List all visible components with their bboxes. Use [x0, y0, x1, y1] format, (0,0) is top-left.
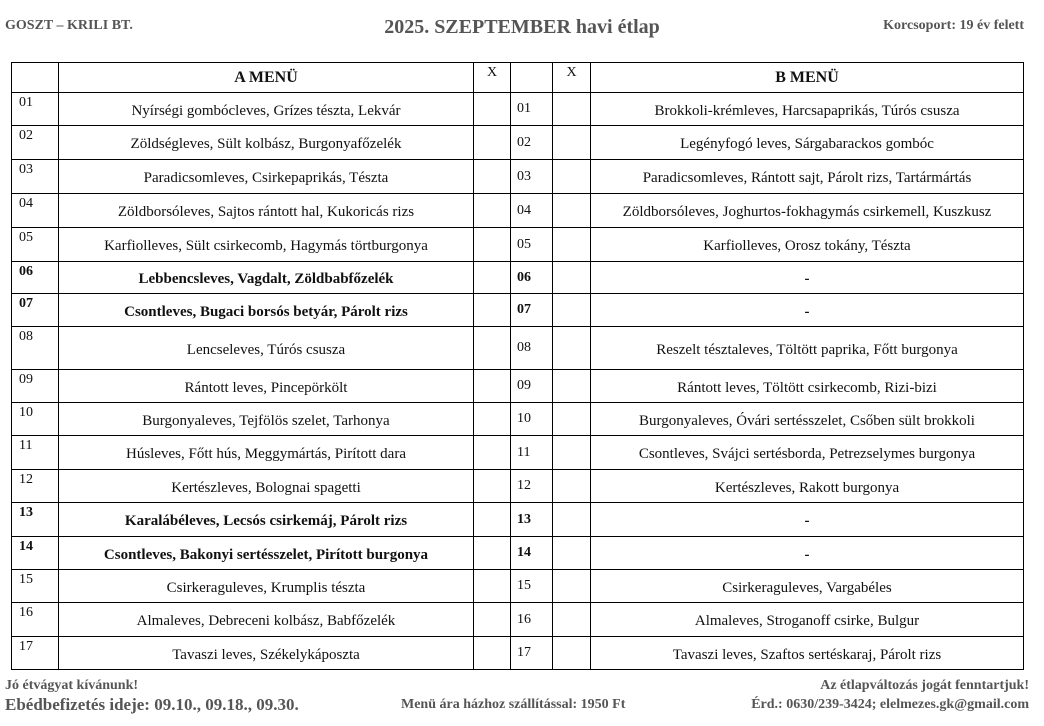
- menu-a-cell: Karfiolleves, Sült csirkecomb, Hagymás törtburgonya: [59, 228, 474, 262]
- contact-text: Érd.: 0630/239-3424; elelmezes.gk@gmail.com: [751, 697, 1029, 712]
- table-row: [12, 327, 1024, 370]
- x-cell-2: [553, 327, 591, 370]
- menu-b-cell: Csirkeraguleves, Vargabéles: [591, 570, 1024, 603]
- menu-b-cell: Karfiolleves, Orosz tokány, Tészta: [591, 228, 1024, 262]
- day-cell-b: 01: [511, 93, 553, 126]
- x-cell-1: [474, 294, 511, 327]
- menu-b-header: B MENÜ: [591, 63, 1024, 93]
- price-text: Menü ára házhoz szállítással: 1950 Ft: [401, 697, 626, 712]
- menu-a-cell: Burgonyaleves, Tejfölös szelet, Tarhonya: [59, 403, 474, 436]
- menu-a-cell: Lencseleves, Túrós csusza: [59, 327, 474, 370]
- day-cell-b: 16: [511, 603, 553, 637]
- payment-info: [5, 695, 299, 715]
- x-cell-2: [553, 603, 591, 637]
- day-header: [12, 63, 59, 93]
- menu-b-cell: Rántott leves, Töltött csirkecomb, Rizi-bizi: [591, 370, 1024, 403]
- menu-a-header: A MENÜ: [59, 63, 474, 93]
- x-cell-2: [553, 262, 591, 294]
- table-row: [12, 370, 1024, 403]
- table-row: [12, 470, 1024, 503]
- age-group: Korcsoport: 19 év felett: [883, 18, 1024, 33]
- day-cell: 10: [12, 403, 59, 436]
- menu-b-cell: Burgonyaleves, Óvári sertésszelet, Csőben sült brokkoli: [591, 403, 1024, 436]
- day-cell-b: 08: [511, 327, 553, 370]
- day-cell-b: 14: [511, 537, 553, 570]
- menu-a-cell: Zöldborsóleves, Sajtos rántott hal, Kukoricás rizs: [59, 194, 474, 228]
- x-cell-1: [474, 160, 511, 194]
- day-cell: 11: [12, 436, 59, 470]
- x-cell-2: [553, 194, 591, 228]
- day-cell: 09: [12, 370, 59, 403]
- day-cell-b: 17: [511, 637, 553, 670]
- x-cell-2: [553, 436, 591, 470]
- day-cell: 07: [12, 294, 59, 327]
- menu-a-cell: Zöldségleves, Sült kolbász, Burgonyafőzelék: [59, 126, 474, 160]
- table-header-row: [12, 63, 1024, 93]
- day-cell: 12: [12, 470, 59, 503]
- day-cell: 04: [12, 194, 59, 228]
- day-cell: 03: [12, 160, 59, 194]
- menu-b-cell: Brokkoli-krémleves, Harcsapaprikás, Túrós csusza: [591, 93, 1024, 126]
- x-cell-1: [474, 370, 511, 403]
- day-cell-b: 02: [511, 126, 553, 160]
- day-header-b: [511, 63, 553, 93]
- x-cell-1: [474, 470, 511, 503]
- menu-b-cell: -: [591, 503, 1024, 537]
- x-cell-2: [553, 228, 591, 262]
- company-name: GOSZT – KRILI BT.: [5, 18, 133, 33]
- menu-table: [11, 62, 1024, 670]
- day-cell: 17: [12, 637, 59, 670]
- day-cell: 01: [12, 93, 59, 126]
- x-cell-2: [553, 537, 591, 570]
- x-cell-1: [474, 262, 511, 294]
- menu-b-cell: Zöldborsóleves, Joghurtos-fokhagymás csirkemell, Kuszkusz: [591, 194, 1024, 228]
- day-cell-b: 06: [511, 262, 553, 294]
- x-cell-1: [474, 637, 511, 670]
- day-cell: 15: [12, 570, 59, 603]
- menu-b-cell: -: [591, 294, 1024, 327]
- x-cell-2: [553, 93, 591, 126]
- x-cell-1: [474, 228, 511, 262]
- table-row: [12, 194, 1024, 228]
- menu-b-cell: Almaleves, Stroganoff csirke, Bulgur: [591, 603, 1024, 637]
- menu-b-cell: Csontleves, Svájci sertésborda, Petrezselymes burgonya: [591, 436, 1024, 470]
- day-cell-b: 10: [511, 403, 553, 436]
- menu-b-cell: -: [591, 262, 1024, 294]
- x-cell-1: [474, 503, 511, 537]
- table-row: [12, 637, 1024, 670]
- menu-a-cell: Csontleves, Bugaci borsós betyár, Párolt rizs: [59, 294, 474, 327]
- menu-b-cell: Reszelt tésztaleves, Töltött paprika, Főtt burgonya: [591, 327, 1024, 370]
- x-cell-2: [553, 503, 591, 537]
- day-cell: 16: [12, 603, 59, 637]
- day-cell: 02: [12, 126, 59, 160]
- menu-a-cell: Csirkeraguleves, Krumplis tészta: [59, 570, 474, 603]
- day-cell-b: 11: [511, 436, 553, 470]
- x-header-1: X: [474, 63, 511, 93]
- menu-b-cell: Kertészleves, Rakott burgonya: [591, 470, 1024, 503]
- table-row: [12, 262, 1024, 294]
- x-cell-2: [553, 126, 591, 160]
- table-row: [12, 126, 1024, 160]
- day-cell: 05: [12, 228, 59, 262]
- x-cell-1: [474, 194, 511, 228]
- wish-text: Jó étvágyat kívánunk!: [5, 678, 139, 693]
- page-title: 2025. SZEPTEMBER havi étlap: [384, 16, 660, 38]
- x-cell-1: [474, 403, 511, 436]
- x-cell-1: [474, 436, 511, 470]
- table-row: [12, 93, 1024, 126]
- day-cell: 06: [12, 262, 59, 294]
- menu-a-cell: Paradicsomleves, Csirkepaprikás, Tészta: [59, 160, 474, 194]
- menu-b-cell: Legényfogó leves, Sárgabarackos gombóc: [591, 126, 1024, 160]
- payment-dates: 09.10., 09.18., 09.30.: [154, 695, 299, 714]
- menu-b-cell: -: [591, 537, 1024, 570]
- menu-a-cell: Lebbencsleves, Vagdalt, Zöldbabfőzelék: [59, 262, 474, 294]
- day-cell-b: 13: [511, 503, 553, 537]
- menu-a-cell: Almaleves, Debreceni kolbász, Babfőzelék: [59, 603, 474, 637]
- rights-text: Az étlapváltozás jogát fenntartjuk!: [820, 678, 1029, 693]
- day-cell-b: 03: [511, 160, 553, 194]
- x-cell-1: [474, 570, 511, 603]
- day-cell-b: 15: [511, 570, 553, 603]
- menu-b-cell: Tavaszi leves, Szaftos sertéskaraj, Párolt rizs: [591, 637, 1024, 670]
- menu-a-cell: Karalábéleves, Lecsós csirkemáj, Párolt rizs: [59, 503, 474, 537]
- menu-a-cell: Csontleves, Bakonyi sertésszelet, Pirított burgonya: [59, 537, 474, 570]
- table-row: [12, 537, 1024, 570]
- day-cell-b: 04: [511, 194, 553, 228]
- x-cell-1: [474, 537, 511, 570]
- table-row: [12, 503, 1024, 537]
- menu-a-cell: Kertészleves, Bolognai spagetti: [59, 470, 474, 503]
- menu-a-cell: Nyírségi gombócleves, Grízes tészta, Lekvár: [59, 93, 474, 126]
- x-header-2: X: [553, 63, 591, 93]
- table-row: [12, 436, 1024, 470]
- day-cell-b: 07: [511, 294, 553, 327]
- day-cell-b: 12: [511, 470, 553, 503]
- menu-b-cell: Paradicsomleves, Rántott sajt, Párolt rizs, Tartármártás: [591, 160, 1024, 194]
- day-cell: 14: [12, 537, 59, 570]
- table-row: [12, 294, 1024, 327]
- x-cell-2: [553, 637, 591, 670]
- x-cell-2: [553, 470, 591, 503]
- table-row: [12, 403, 1024, 436]
- table-row: [12, 570, 1024, 603]
- table-row: [12, 228, 1024, 262]
- day-cell-b: 05: [511, 228, 553, 262]
- payment-label: Ebédbefizetés ideje:: [5, 695, 150, 714]
- x-cell-2: [553, 294, 591, 327]
- day-cell: 08: [12, 327, 59, 370]
- menu-a-cell: Húsleves, Főtt hús, Meggymártás, Pirított dara: [59, 436, 474, 470]
- x-cell-1: [474, 93, 511, 126]
- x-cell-2: [553, 160, 591, 194]
- table-row: [12, 160, 1024, 194]
- x-cell-1: [474, 327, 511, 370]
- table-row: [12, 603, 1024, 637]
- x-cell-2: [553, 370, 591, 403]
- day-cell-b: 09: [511, 370, 553, 403]
- x-cell-2: [553, 570, 591, 603]
- day-cell: 13: [12, 503, 59, 537]
- x-cell-1: [474, 603, 511, 637]
- x-cell-1: [474, 126, 511, 160]
- menu-a-cell: Tavaszi leves, Székelykáposzta: [59, 637, 474, 670]
- menu-a-cell: Rántott leves, Pincepörkölt: [59, 370, 474, 403]
- x-cell-2: [553, 403, 591, 436]
